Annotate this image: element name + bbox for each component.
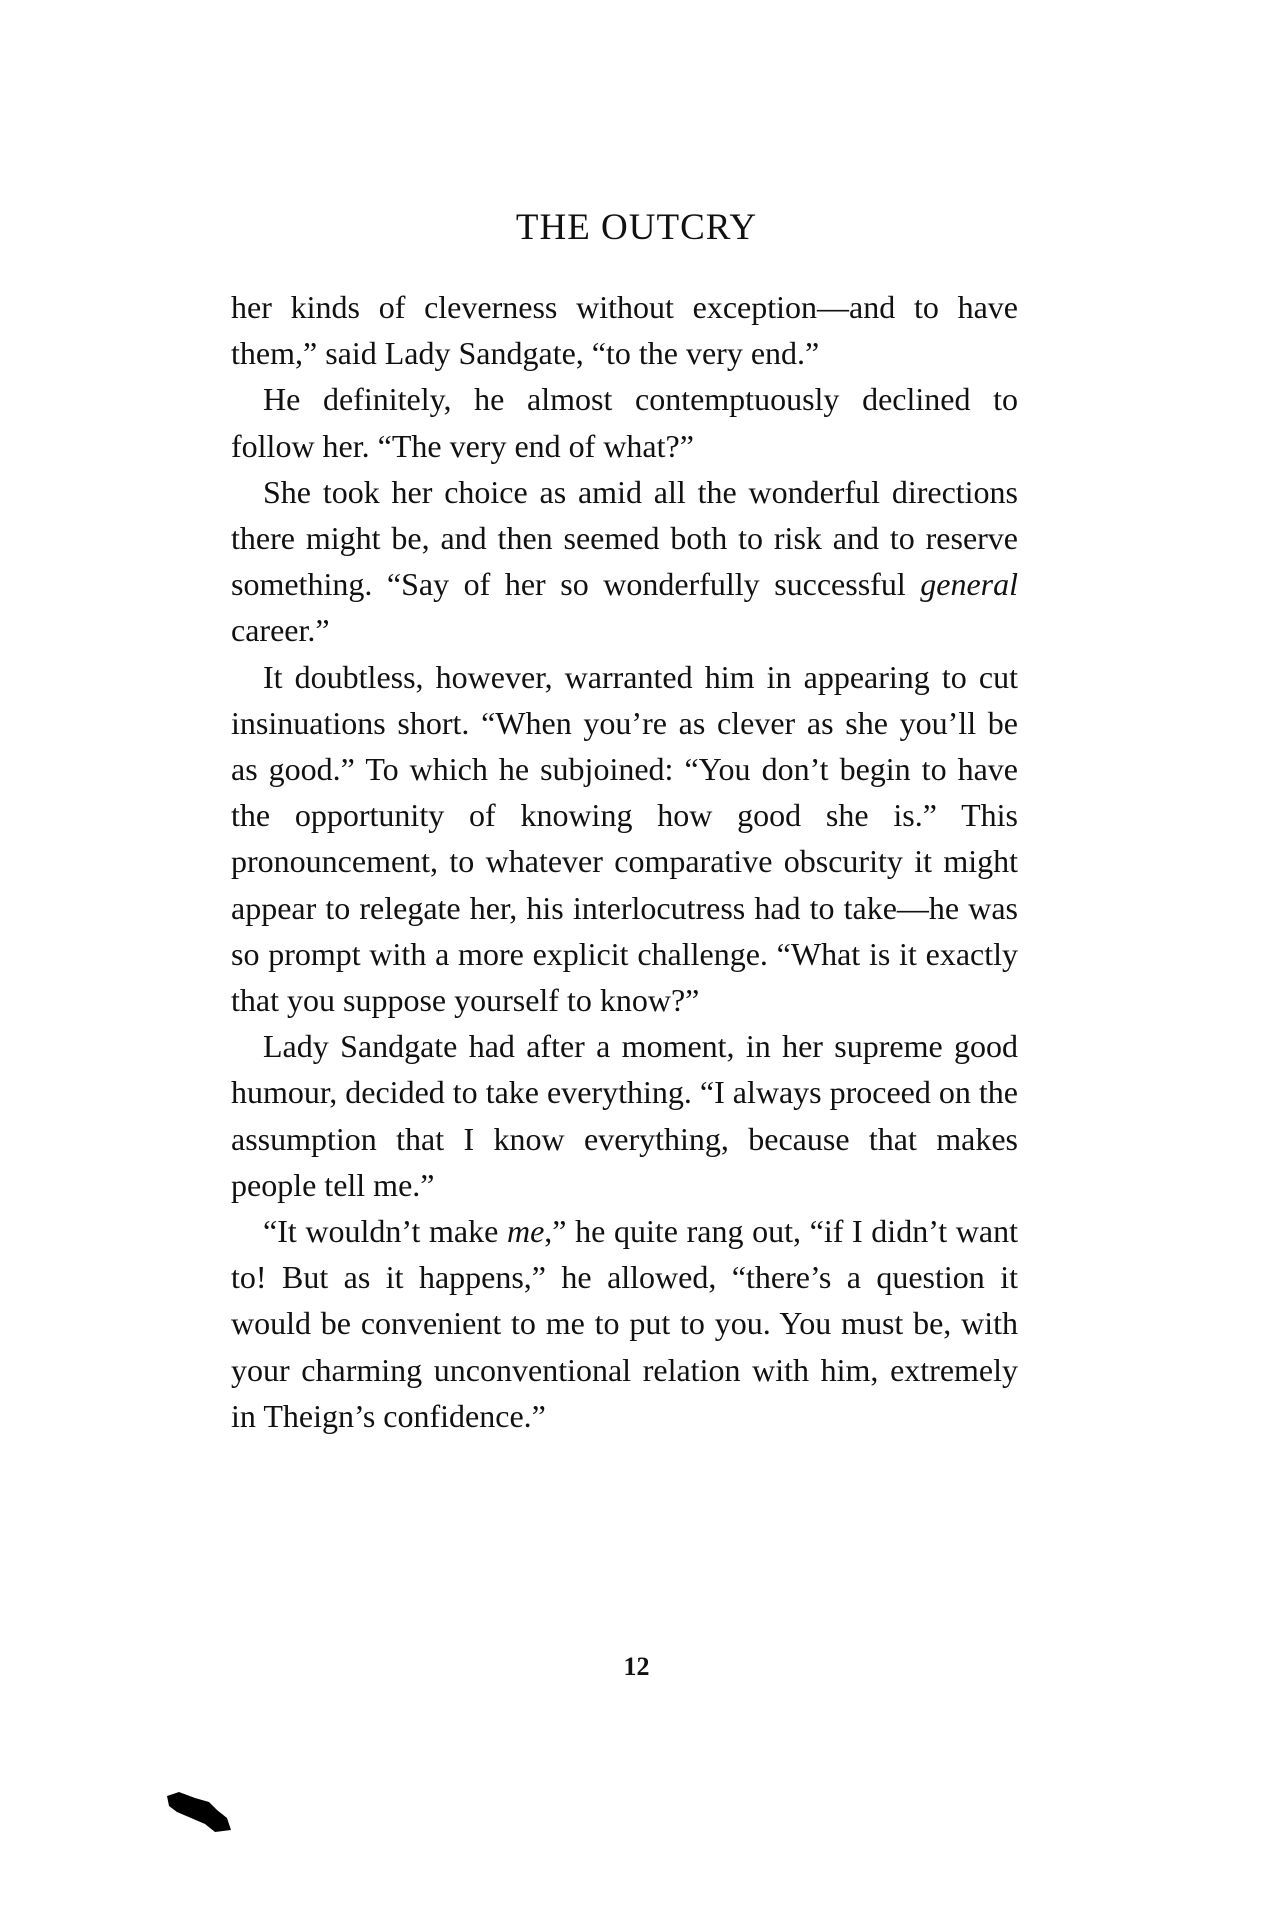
- page-number: 12: [623, 1652, 650, 1681]
- paragraph-5: [231, 1023, 1018, 1208]
- paragraph-6-text-end: ,” he quite rang out, “if I didn’t want to! But as it happens,” he allowed, “there’s a question it would be convenient to me to put to you. You must be, with your charming unconventional relation with him, extremely in Theign’s confidence.”: [231, 1213, 1019, 1434]
- paragraph-3: [231, 469, 1018, 654]
- paragraph-4-text: It doubtless, however, warranted him in appearing to cut insinuations short. “When you’re as clever as she you’ll be as good.” To which he subjoined: “You don’t begin to have the opportunity of knowing how good she is.” This pronouncement, to whatever comparative obscurity it might appear to relegate her, his interlocutress had to take—he was so prompt with a more explicit challenge. “What is it exactly that you suppose yourself to know?”: [231, 658, 1018, 1019]
- paragraph-6-text: “It wouldn’t make: [263, 1213, 507, 1250]
- paragraph-3-italic-word: general: [920, 566, 1018, 603]
- paragraph-3-text-end: career.”: [231, 612, 330, 649]
- paragraph-3-text: She took her choice as amid all the wonderful directions there might be, and then seemed both to risk and to reserve something. “Say of her so wonderfully successful: [231, 473, 1018, 603]
- paragraph-2: [231, 376, 1018, 468]
- running-head: THE OUTCRY: [515, 207, 758, 248]
- ink-blot-mark: [165, 1790, 233, 1834]
- paragraph-6-italic-word: me: [506, 1213, 545, 1250]
- paragraph-2-text: He definitely, he almost contemptuously declined to follow her. “The very end of what?”: [231, 381, 1018, 464]
- paragraph-1-text: her kinds of cleverness without exception—and to have them,” said Lady Sandgate, “to the very end.”: [231, 289, 1018, 372]
- paragraph-1: [231, 284, 1018, 376]
- text-block: [231, 284, 1018, 1439]
- paragraph-6: [231, 1208, 1018, 1439]
- paragraph-4: [231, 654, 1018, 1024]
- paragraph-5-text: Lady Sandgate had after a moment, in her supreme good humour, decided to take everything. “I always proceed on the assumption that I know everything, because that makes people tell me.”: [231, 1028, 1018, 1203]
